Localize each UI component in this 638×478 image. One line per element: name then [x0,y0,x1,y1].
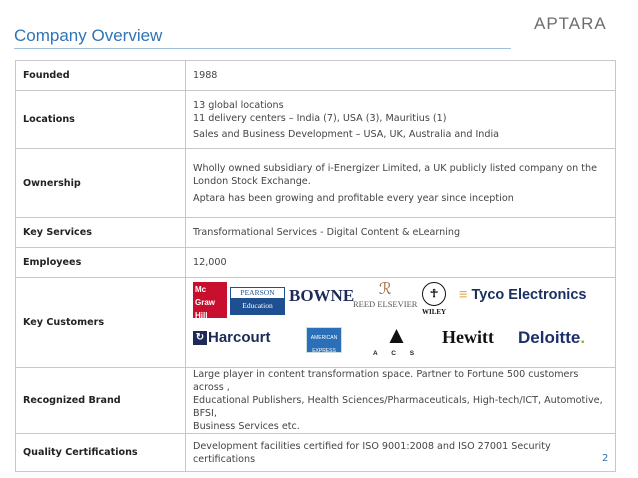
value-line: Transformational Services - Digital Content & eLearning [193,227,461,238]
table-row [16,149,616,218]
overview-table [15,60,616,472]
american-express-logo: AMERICAN EXPRESS [306,327,342,353]
harcourt-symbol-icon: ↻ [193,331,207,345]
row-label: Employees [16,248,186,278]
row-label: Key Services [16,218,186,248]
table-row [16,248,616,278]
harcourt-logo: ↻ Harcourt [193,331,271,345]
customer-logos [193,279,608,367]
row-value [186,149,616,218]
aptara-logo: APTARA [534,14,607,33]
deloitte-logo: Deloitte. [518,327,586,347]
row-value [186,91,616,149]
table-row [16,278,616,368]
table-row [16,61,616,91]
table-row [16,368,616,434]
acs-triangle-icon: ▲ [384,321,409,349]
row-label: Recognized Brand [16,368,186,434]
hewitt-logo: Hewitt [442,326,494,347]
value-line: Wholly owned subsidiary of i-Energizer Limited, a UK publicly listed company on the [193,162,597,174]
value-line: 11 delivery centers – India (7), USA (3), Mauritius (1) [193,112,447,124]
pearson-logo: PEARSON Education [230,287,285,315]
row-value [186,61,616,91]
row-value [186,368,616,434]
value-line: Development facilities certified for ISO 9001:2008 and ISO 27001 Security certifications [193,440,551,465]
reed-elsevier-logo: ℛ REED ELSEVIER [353,280,418,309]
value-line: Business Services etc. [193,421,300,432]
value-line: London Stock Exchange. [193,175,311,187]
bowne-logo: BOWNE [289,285,355,305]
wiley-logo: ☥ WILEY [422,282,446,319]
acs-logo: ▲ A C S [373,321,421,357]
row-value [186,434,616,472]
reed-elsevier-symbol-icon: ℛ [378,280,392,298]
row-label: Quality Certifications [16,434,186,472]
value-line: 1988 [193,70,218,81]
value-line: Large player in content transformation space. Partner to Fortune 500 customers across , [193,369,579,393]
table-row [16,434,616,472]
row-label: Locations [16,91,186,149]
row-label: Founded [16,61,186,91]
row-label: Ownership [16,149,186,218]
value-line: 12,000 [193,257,227,268]
wiley-seal-icon: ☥ [422,282,446,306]
title-underline [14,48,511,49]
value-line: Educational Publishers, Health Sciences/Pharmaceuticals, High-tech/ICT, Automotive, BFSI, [193,395,603,419]
row-label: Key Customers [16,278,186,368]
row-value [186,248,616,278]
customer-logos-cell [186,278,616,368]
tyco-electronics-logo: ≡ Tyco Electronics [459,286,587,303]
page-title: Company Overview [14,26,163,45]
row-value [186,218,616,248]
page-number: 2 [602,453,609,464]
value-line: Sales and Business Development – USA, UK, Australia and India [193,128,500,140]
value-line: 13 global locations [193,99,284,111]
tyco-symbol-icon: ≡ [459,286,468,303]
table-row [16,91,616,149]
value-line: Aptara has been growing and profitable every year since inception [193,192,514,204]
table-row [16,218,616,248]
mcgraw-hill-logo: Mc Graw Hill [193,282,227,318]
